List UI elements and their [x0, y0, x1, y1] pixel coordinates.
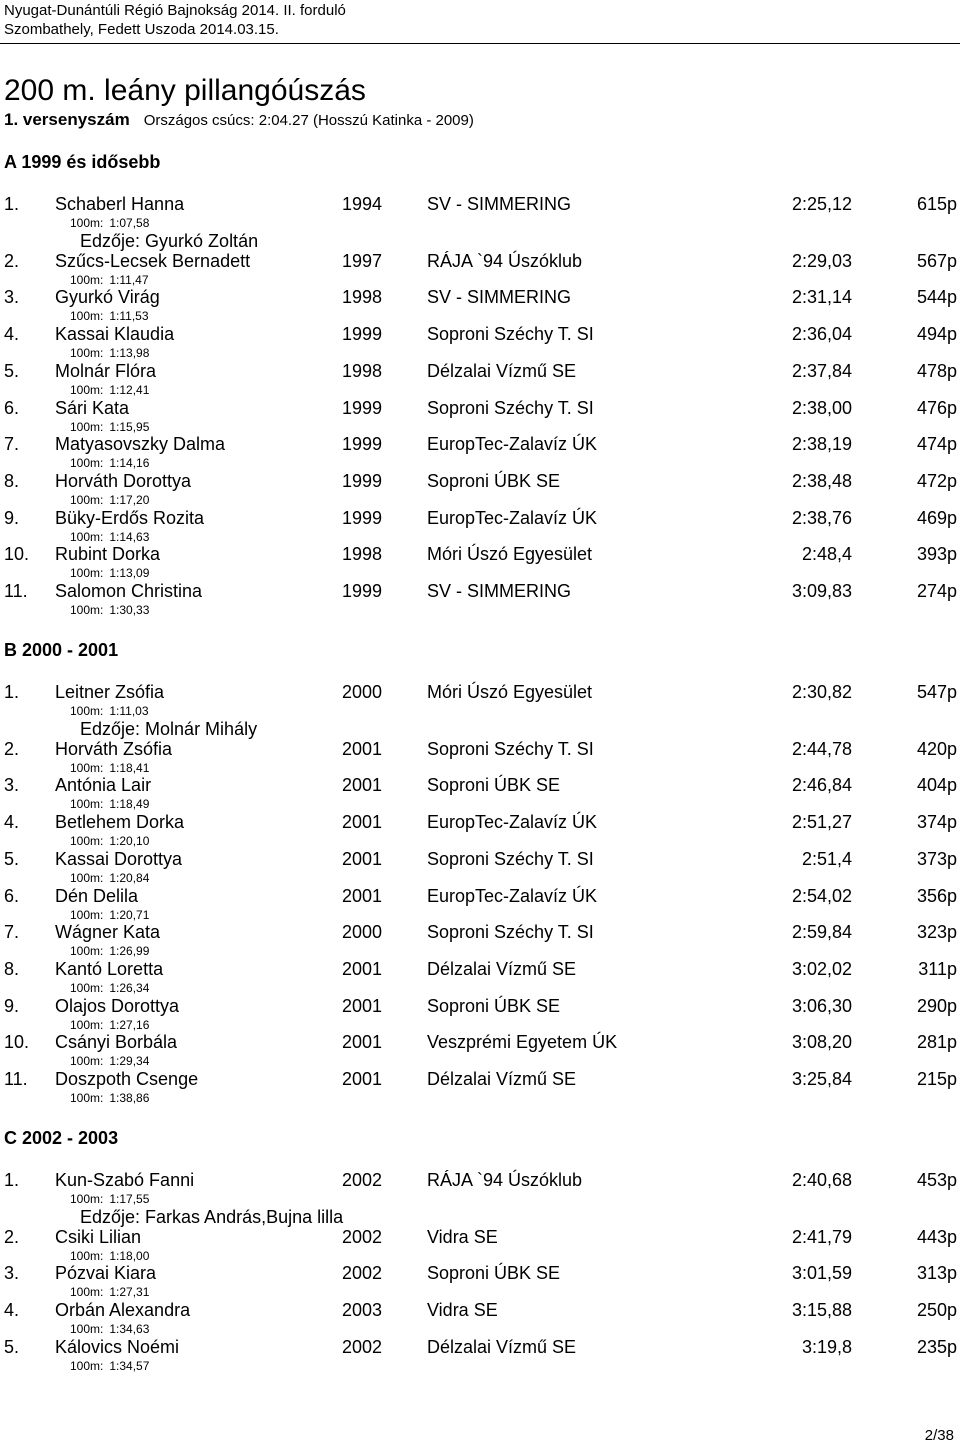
split-time — [70, 273, 149, 287]
final-time: 2:40,68 — [791, 1170, 852, 1190]
club-name: Soproni ÚBK SE — [427, 470, 561, 491]
birth-year: 2001 — [342, 738, 383, 759]
split-value: 1:12,41 — [109, 382, 150, 397]
split-time — [70, 761, 149, 775]
page-number: 2/38 — [924, 1427, 954, 1444]
split-time — [70, 309, 149, 323]
split-time — [70, 603, 149, 617]
split-label: 100m: — [70, 760, 104, 775]
club-name: Soproni Széchy T. SI — [427, 738, 594, 759]
swimmer-name: Dén Delila — [55, 885, 139, 906]
split-value: 1:18,00 — [109, 1248, 150, 1263]
club-name: Soproni ÚBK SE — [427, 1263, 561, 1284]
split-label: 100m: — [70, 1322, 104, 1337]
swimmer-name: Orbán Alexandra — [55, 1300, 191, 1321]
final-time: 2:38,48 — [791, 470, 852, 491]
rank: 9. — [4, 995, 20, 1016]
club-name: RÁJA `94 Úszóklub — [427, 1170, 583, 1190]
rank: 11. — [4, 581, 28, 601]
split-value: 1:20,10 — [109, 834, 150, 849]
national-record: Országos csúcs: 2:04.27 (Hosszú Katinka - 2009) — [143, 112, 474, 129]
result-row — [0, 1069, 960, 1105]
split-time — [70, 216, 149, 230]
split-label: 100m: — [70, 1091, 104, 1105]
points: 356p — [916, 885, 957, 906]
rank: 2. — [4, 250, 20, 271]
club-name: SV - SIMMERING — [427, 194, 572, 214]
points: 476p — [916, 397, 957, 418]
header-line-1: Nyugat-Dunántúli Régió Bajnokság 2014. II. forduló — [4, 2, 346, 19]
rank: 2. — [4, 738, 20, 759]
split-label: 100m: — [70, 492, 104, 507]
club-name: Délzalai Vízmű SE — [427, 1336, 577, 1357]
club-name: EuropTec-Zalavíz ÚK — [427, 434, 598, 455]
final-time: 2:31,14 — [791, 287, 852, 308]
result-row — [0, 812, 960, 848]
swimmer-name: Gyurkó Virág — [55, 287, 160, 308]
split-value: 1:27,31 — [109, 1285, 150, 1300]
rank: 7. — [4, 922, 20, 943]
split-label: 100m: — [70, 272, 104, 287]
section-title: C 2002 - 2003 — [4, 1128, 119, 1148]
points: 235p — [916, 1336, 957, 1357]
rank: 2. — [4, 1226, 20, 1247]
rank: 3. — [4, 287, 20, 308]
result-row — [0, 849, 960, 885]
birth-year: 2000 — [342, 682, 383, 702]
swimmer-name: Horváth Dorottya — [55, 470, 192, 491]
split-value: 1:07,58 — [109, 216, 150, 230]
final-time: 2:36,04 — [791, 324, 852, 345]
swimmer-name: Kassai Klaudia — [55, 324, 175, 345]
birth-year: 2001 — [342, 885, 383, 906]
split-label: 100m: — [70, 456, 104, 471]
points: 393p — [916, 544, 957, 565]
swimmer-name: Matyasovszky Dalma — [55, 434, 226, 455]
birth-year: 1997 — [342, 250, 383, 271]
split-label: 100m: — [70, 309, 104, 324]
birth-year: 2001 — [342, 812, 383, 833]
result-row — [0, 1263, 960, 1299]
split-value: 1:15,95 — [109, 419, 150, 434]
split-label: 100m: — [70, 1248, 104, 1263]
result-row — [0, 1032, 960, 1068]
club-name: Vidra SE — [427, 1300, 498, 1321]
split-label: 100m: — [70, 419, 104, 434]
club-name: SV - SIMMERING — [427, 287, 572, 308]
split-time — [70, 1322, 149, 1336]
birth-year: 1999 — [342, 434, 383, 455]
swimmer-name: Doszpoth Csenge — [55, 1069, 199, 1089]
club-name: Soproni Széchy T. SI — [427, 397, 594, 418]
points: 404p — [916, 775, 957, 796]
final-time: 2:48,4 — [801, 544, 852, 565]
birth-year: 2001 — [342, 1069, 383, 1089]
rank: 7. — [4, 434, 20, 455]
swimmer-name: Horváth Zsófia — [55, 738, 173, 759]
points: 311p — [918, 958, 957, 979]
birth-year: 1994 — [342, 194, 383, 214]
result-row — [0, 775, 960, 811]
points: 373p — [916, 848, 957, 869]
event-title: 200 m. leány pillangóúszás — [4, 74, 366, 107]
split-time — [70, 1285, 149, 1299]
final-time: 2:38,19 — [791, 434, 852, 455]
split-time — [70, 1091, 149, 1105]
coach-name: Edzője: Gyurkó Zoltán — [80, 231, 259, 251]
section-title: B 2000 - 2001 — [4, 640, 119, 660]
split-label: 100m: — [70, 1358, 104, 1373]
final-time: 2:51,4 — [801, 848, 852, 869]
points: 281p — [916, 1032, 957, 1053]
split-value: 1:18,41 — [109, 760, 150, 775]
birth-year: 1999 — [342, 470, 383, 491]
split-value: 1:17,55 — [109, 1192, 150, 1206]
rank: 10. — [4, 544, 30, 565]
swimmer-name: Olajos Dorottya — [55, 995, 180, 1016]
split-label: 100m: — [70, 1054, 104, 1069]
split-time — [70, 944, 149, 958]
split-value: 1:14,63 — [109, 529, 150, 544]
split-value: 1:34,63 — [109, 1322, 150, 1337]
split-time — [70, 1054, 149, 1068]
club-name: Délzalai Vízmű SE — [427, 360, 577, 381]
rank: 3. — [4, 1263, 20, 1284]
points: 567p — [916, 250, 957, 271]
split-time — [70, 530, 149, 544]
section-title: A 1999 és idősebb — [4, 152, 161, 172]
final-time: 3:08,20 — [791, 1032, 852, 1053]
result-row — [0, 434, 960, 470]
split-time — [70, 1249, 149, 1263]
birth-year: 2002 — [342, 1336, 383, 1357]
result-row — [0, 508, 960, 544]
final-time: 2:25,12 — [791, 194, 852, 214]
rank: 1. — [4, 682, 20, 702]
points: 215p — [916, 1069, 957, 1089]
swimmer-name: Rubint Dorka — [55, 544, 161, 565]
club-name: Móri Úszó Egyesület — [427, 544, 593, 565]
club-name: EuropTec-Zalavíz ÚK — [427, 812, 598, 833]
split-value: 1:14,16 — [109, 456, 150, 471]
split-time — [70, 1359, 149, 1373]
birth-year: 2001 — [342, 1032, 383, 1053]
points: 250p — [916, 1300, 957, 1321]
final-time: 2:38,00 — [791, 397, 852, 418]
result-row — [0, 1300, 960, 1336]
result-row — [0, 251, 960, 287]
final-time: 2:41,79 — [791, 1226, 852, 1247]
result-row — [0, 1337, 960, 1373]
final-time: 3:01,59 — [791, 1263, 852, 1284]
birth-year: 2001 — [342, 848, 383, 869]
club-name: Soproni ÚBK SE — [427, 775, 561, 796]
result-row — [0, 959, 960, 995]
split-label: 100m: — [70, 603, 104, 617]
split-label: 100m: — [70, 1017, 104, 1032]
swimmer-name: Kun-Szabó Fanni — [55, 1170, 195, 1190]
final-time: 3:25,84 — [791, 1069, 852, 1089]
club-name: SV - SIMMERING — [427, 581, 572, 601]
split-time — [70, 1192, 149, 1206]
rank: 5. — [4, 360, 20, 381]
split-label: 100m: — [70, 797, 104, 812]
rank: 1. — [4, 1170, 20, 1190]
birth-year: 1998 — [342, 287, 383, 308]
points: 313p — [916, 1263, 957, 1284]
final-time: 2:37,84 — [791, 360, 852, 381]
result-row — [0, 194, 960, 251]
rank: 5. — [4, 1336, 20, 1357]
swimmer-name: Csiki Lilian — [55, 1226, 142, 1247]
final-time: 2:44,78 — [791, 738, 852, 759]
points: 374p — [916, 812, 957, 833]
split-value: 1:29,34 — [109, 1054, 150, 1069]
split-value: 1:17,20 — [109, 492, 150, 507]
swimmer-name: Betlehem Dorka — [55, 812, 185, 833]
result-row — [0, 544, 960, 580]
club-name: EuropTec-Zalavíz ÚK — [427, 885, 598, 906]
final-time: 2:29,03 — [791, 250, 852, 271]
swimmer-name: Schaberl Hanna — [55, 194, 185, 214]
birth-year: 2001 — [342, 995, 383, 1016]
club-name: Soproni Széchy T. SI — [427, 324, 594, 345]
club-name: Délzalai Vízmű SE — [427, 958, 577, 979]
rank: 11. — [4, 1069, 28, 1089]
split-label: 100m: — [70, 1285, 104, 1300]
points: 544p — [916, 287, 957, 308]
rank: 3. — [4, 775, 20, 796]
split-time — [70, 834, 149, 848]
split-value: 1:38,86 — [109, 1091, 150, 1105]
split-value: 1:26,99 — [109, 944, 150, 959]
birth-year: 1999 — [342, 507, 383, 528]
club-name: Vidra SE — [427, 1226, 498, 1247]
rank: 6. — [4, 397, 20, 418]
split-value: 1:13,09 — [109, 566, 150, 581]
swimmer-name: Csányi Borbála — [55, 1032, 178, 1053]
club-name: Soproni ÚBK SE — [427, 995, 561, 1016]
final-time: 3:19,8 — [801, 1336, 852, 1357]
swimmer-name: Kassai Dorottya — [55, 848, 183, 869]
result-row — [0, 324, 960, 360]
split-time — [70, 566, 149, 580]
split-value: 1:20,71 — [109, 907, 150, 922]
split-value: 1:27,16 — [109, 1017, 150, 1032]
split-label: 100m: — [70, 1192, 104, 1206]
birth-year: 1999 — [342, 324, 383, 345]
split-label: 100m: — [70, 382, 104, 397]
points: 453p — [916, 1170, 957, 1190]
result-row — [0, 361, 960, 397]
rank: 4. — [4, 812, 20, 833]
result-row — [0, 1227, 960, 1263]
split-label: 100m: — [70, 346, 104, 361]
result-row — [0, 287, 960, 323]
split-value: 1:20,84 — [109, 870, 150, 885]
final-time: 3:06,30 — [791, 995, 852, 1016]
result-row — [0, 1170, 960, 1227]
points: 420p — [916, 738, 957, 759]
header-divider — [0, 43, 960, 44]
birth-year: 2001 — [342, 958, 383, 979]
birth-year: 2002 — [342, 1170, 383, 1190]
split-label: 100m: — [70, 566, 104, 581]
final-time: 3:09,83 — [791, 581, 852, 601]
split-time — [70, 420, 149, 434]
split-time — [70, 908, 149, 922]
split-time — [70, 346, 149, 360]
points: 478p — [916, 360, 957, 381]
birth-year: 1998 — [342, 544, 383, 565]
split-value: 1:18,49 — [109, 797, 150, 812]
coach-name: Edzője: Farkas András,Bujna lilla — [80, 1207, 344, 1227]
club-name: Délzalai Vízmű SE — [427, 1069, 577, 1089]
swimmer-name: Leitner Zsófia — [55, 682, 165, 702]
result-row — [0, 996, 960, 1032]
birth-year: 1999 — [342, 397, 383, 418]
result-row — [0, 471, 960, 507]
swimmer-name: Wágner Kata — [55, 922, 161, 943]
split-label: 100m: — [70, 704, 104, 718]
swimmer-name: Büky-Erdős Rozita — [55, 507, 205, 528]
result-row — [0, 922, 960, 958]
club-name: Soproni Széchy T. SI — [427, 922, 594, 943]
points: 474p — [916, 434, 957, 455]
rank: 8. — [4, 958, 20, 979]
club-name: RÁJA `94 Úszóklub — [427, 250, 583, 271]
points: 274p — [916, 581, 957, 601]
rank: 4. — [4, 1300, 20, 1321]
swimmer-name: Szűcs-Lecsek Bernadett — [55, 250, 251, 271]
rank: 9. — [4, 507, 20, 528]
split-time — [70, 871, 149, 885]
split-label: 100m: — [70, 834, 104, 849]
birth-year: 1999 — [342, 581, 383, 601]
split-label: 100m: — [70, 980, 104, 995]
swimmer-name: Kálovics Noémi — [55, 1336, 180, 1357]
swimmer-name: Antónia Lair — [55, 775, 152, 796]
birth-year: 2001 — [342, 775, 383, 796]
coach-name: Edzője: Molnár Mihály — [80, 719, 258, 739]
rank: 10. — [4, 1032, 30, 1053]
split-time — [70, 797, 149, 811]
split-value: 1:26,34 — [109, 980, 150, 995]
split-value: 1:34,57 — [109, 1358, 150, 1373]
split-time — [70, 383, 149, 397]
result-row — [0, 886, 960, 922]
split-value: 1:13,98 — [109, 346, 150, 361]
split-label: 100m: — [70, 870, 104, 885]
birth-year: 1998 — [342, 360, 383, 381]
header-line-2: Szombathely, Fedett Uszoda 2014.03.15. — [4, 21, 279, 38]
swimmer-name: Sári Kata — [55, 397, 130, 418]
result-row — [0, 682, 960, 739]
split-time — [70, 493, 149, 507]
result-row — [0, 739, 960, 775]
birth-year: 2000 — [342, 922, 383, 943]
points: 323p — [916, 922, 957, 943]
club-name: Soproni Széchy T. SI — [427, 848, 594, 869]
rank: 4. — [4, 324, 20, 345]
final-time: 3:15,88 — [791, 1300, 852, 1321]
split-time — [70, 981, 149, 995]
points: 472p — [916, 470, 957, 491]
event-number: 1. versenyszám — [4, 110, 130, 129]
points: 290p — [916, 995, 957, 1016]
swimmer-name: Salomon Christina — [55, 581, 203, 601]
final-time: 2:51,27 — [791, 812, 852, 833]
split-time — [70, 704, 149, 718]
swimmer-name: Molnár Flóra — [55, 360, 157, 381]
split-value: 1:11,53 — [109, 309, 149, 324]
split-time — [70, 456, 149, 470]
rank: 5. — [4, 848, 20, 869]
birth-year: 2003 — [342, 1300, 383, 1321]
birth-year: 2002 — [342, 1226, 383, 1247]
split-time — [70, 1018, 149, 1032]
rank: 8. — [4, 470, 20, 491]
split-label: 100m: — [70, 907, 104, 922]
club-name: Veszprémi Egyetem ÚK — [427, 1032, 618, 1053]
split-value: 1:30,33 — [109, 603, 150, 617]
split-value: 1:11,47 — [109, 272, 149, 287]
rank: 1. — [4, 194, 20, 214]
split-value: 1:11,03 — [109, 704, 149, 718]
split-label: 100m: — [70, 529, 104, 544]
final-time: 3:02,02 — [791, 958, 852, 979]
points: 547p — [916, 682, 957, 702]
club-name: Móri Úszó Egyesület — [427, 682, 593, 702]
points: 615p — [916, 194, 957, 214]
final-time: 2:30,82 — [791, 682, 852, 702]
points: 469p — [916, 507, 957, 528]
swimmer-name: Kantó Loretta — [55, 958, 164, 979]
final-time: 2:38,76 — [791, 507, 852, 528]
club-name: EuropTec-Zalavíz ÚK — [427, 507, 598, 528]
final-time: 2:46,84 — [791, 775, 852, 796]
points: 443p — [916, 1226, 957, 1247]
swimmer-name: Pózvai Kiara — [55, 1263, 157, 1284]
split-label: 100m: — [70, 216, 104, 230]
final-time: 2:54,02 — [791, 885, 852, 906]
event-subtitle — [4, 110, 474, 130]
split-label: 100m: — [70, 944, 104, 959]
final-time: 2:59,84 — [791, 922, 852, 943]
result-row — [0, 398, 960, 434]
result-row — [0, 581, 960, 617]
rank: 6. — [4, 885, 20, 906]
points: 494p — [916, 324, 957, 345]
birth-year: 2002 — [342, 1263, 383, 1284]
